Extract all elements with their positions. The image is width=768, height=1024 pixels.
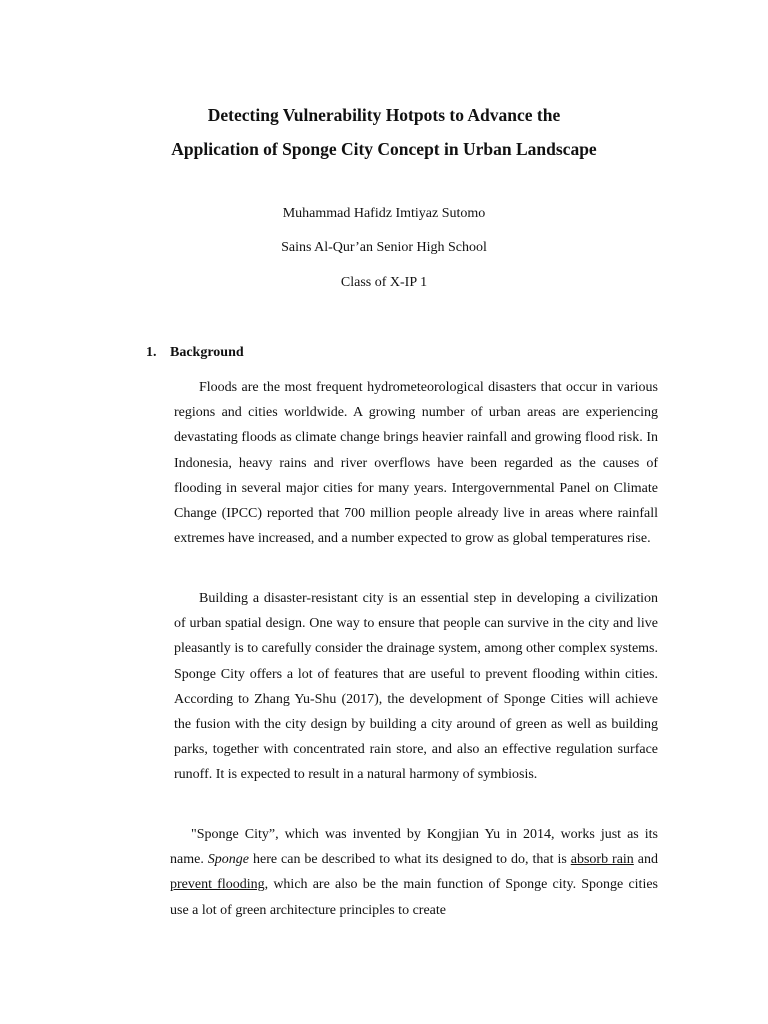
paragraph-3-text-3: and	[633, 852, 658, 868]
title-line-2: Application of Sponge City Concept in Urban Landscape	[171, 139, 597, 159]
school-name: Sains Al-Qur’an Senior High School	[281, 240, 487, 255]
paragraph-3-text-2: here can be described to what its designed to do, that is	[249, 852, 571, 868]
paragraph-3	[170, 822, 658, 923]
section-title: Background	[170, 345, 244, 360]
paragraph-3-underline-absorb-rain: absorb rain	[570, 852, 634, 868]
section-number: 1.	[146, 345, 157, 360]
paragraph-2: Building a disaster-resistant city is an essential step in developing a civilization of urban spatial design. One way to ensure that people can survive in the city and live pleasantly is to carefully consider the drainage system, among other complex systems. Sponge City offers a lot of features that are useful to prevent flooding within cities. According to Zhang Yu-Shu (2017), the development of Sponge Cities will achieve the fusion with the city design by building a city around of green as well as building parks, together with concentrated rain store, and also an effective regulation surface runoff. It is expected to result in a natural harmony of symbiosis.	[174, 591, 658, 783]
paragraph-1: Floods are the most frequent hydrometeorological disasters that occur in various regions and cities worldwide. A growing number of urban areas are experiencing devastating floods as climate change brings heavier rainfall and growing flood risk. In Indonesia, heavy rains and river overflows have been regarded as the causes of flooding in several major cities for many years. Intergovernmental Panel on Climate Change (IPCC) reported that 700 million people already live in areas where rainfall extremes have increased, and a number expected to grow as global temperatures rise.	[174, 380, 658, 547]
class-name: Class of X-IP 1	[340, 275, 428, 290]
paragraph-3-italic-sponge: Sponge	[207, 852, 250, 868]
author-name: Muhammad Hafidz Imtiyaz Sutomo	[282, 206, 486, 221]
paragraph-3-underline-prevent-flooding: prevent flooding	[170, 877, 265, 893]
paragraph-3-text-1: "Sponge City”, which was invented by Kongjian Yu in 2014, works just as its name.	[170, 827, 658, 868]
paragraph-3-text-4: , which are also be the main function of Sponge city. Sponge cities use a lot of green architecture principles to create	[170, 877, 659, 918]
section-heading	[146, 343, 244, 363]
title-line-1: Detecting Vulnerability Hotpots to Advance the	[207, 105, 561, 125]
